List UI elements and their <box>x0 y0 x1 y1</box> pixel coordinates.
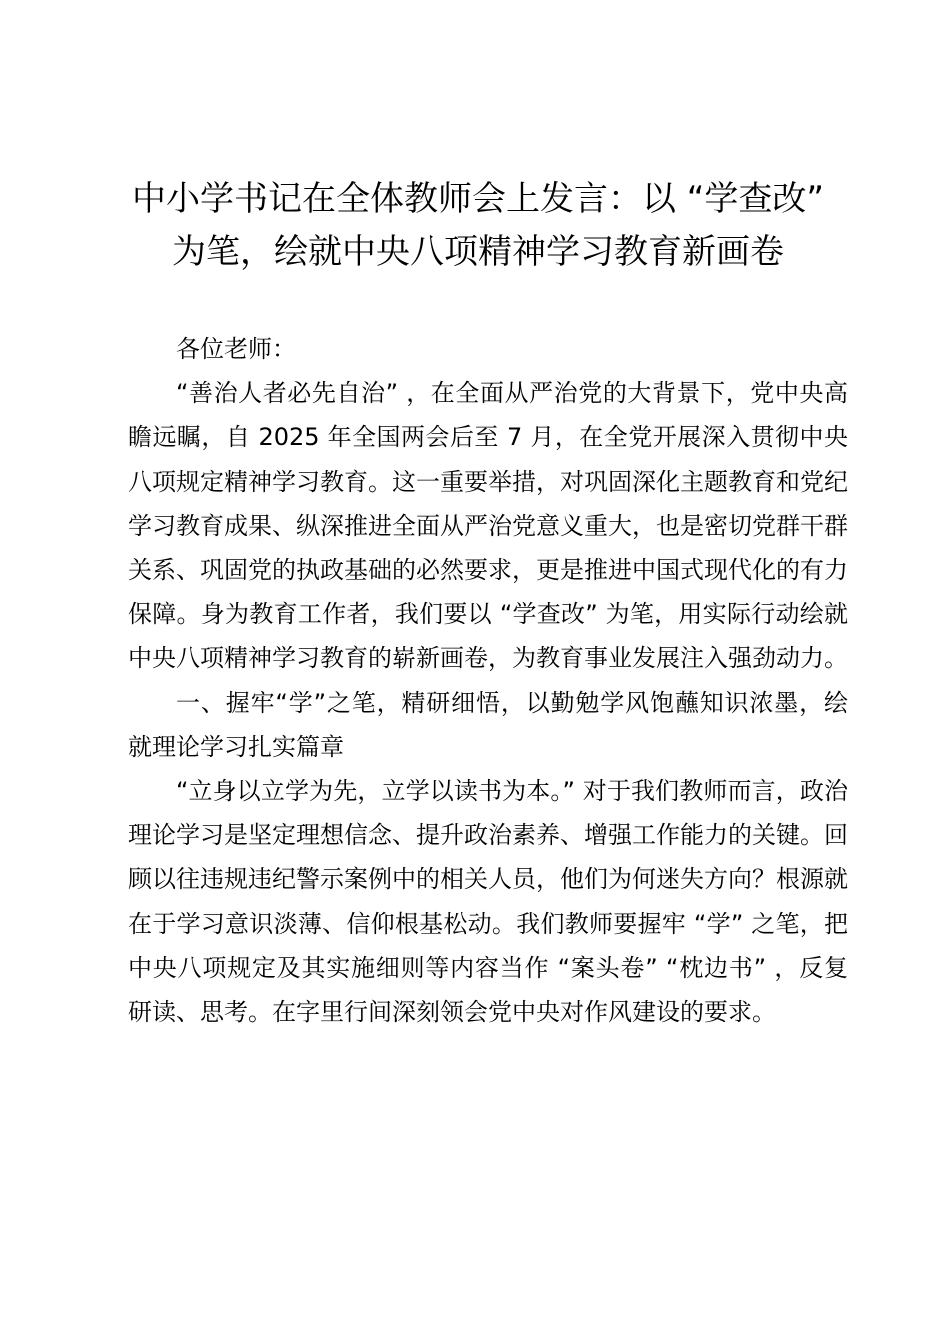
document-body <box>128 327 848 1034</box>
salutation: 各位老师： <box>176 335 296 363</box>
document-title: 中小学书记在全体教师会上发言：以 “学查改” 为笔，绘就中央八项精神学习教育新画卷 <box>131 179 825 272</box>
section-heading: 一、握牢“学”之笔，精研细悟，以勤勉学风饱蘸知识浓墨，绘就理论学习扎实篇章 <box>128 688 848 761</box>
intro-paragraph: “善治人者必先自治” ，在全面从严治党的大背景下，党中央高瞻远瞩，自 2025 年全国两会后至 7 月，在全党开展深入贯彻中央八项规定精神学习教育。这一重要举措，对巩固深化主题教育和党纪学习教育成果、纵深推进全面从严治党意义重大，也是密切党群干群关系、巩固党的执政基础的必然要求，更是推进中国式现代化的有力保障。身为教育工作者，我们要以 “学查改” 为笔，用实际行动绘就中央八项精神学习教育的崭新画卷，为教育事业发展注入强劲动力。 <box>128 379 848 673</box>
section-paragraph: “立身以立学为先，立学以读书为本。” 对于我们教师而言，政治理论学习是坚定理想信念、提升政治素养、增强工作能力的关键。回顾以往违规违纪警示案例中的相关人员，他们为何迷失方向？根源就在于学习意识淡薄、信仰根基松动。我们教师要握牢 “学” 之笔，把中央八项规定及其实施细则等内容当作 “案头卷” “枕边书” ，反复研读、思考。在字里行间深刻领会党中央对作风建设的要求。 <box>128 777 848 1027</box>
